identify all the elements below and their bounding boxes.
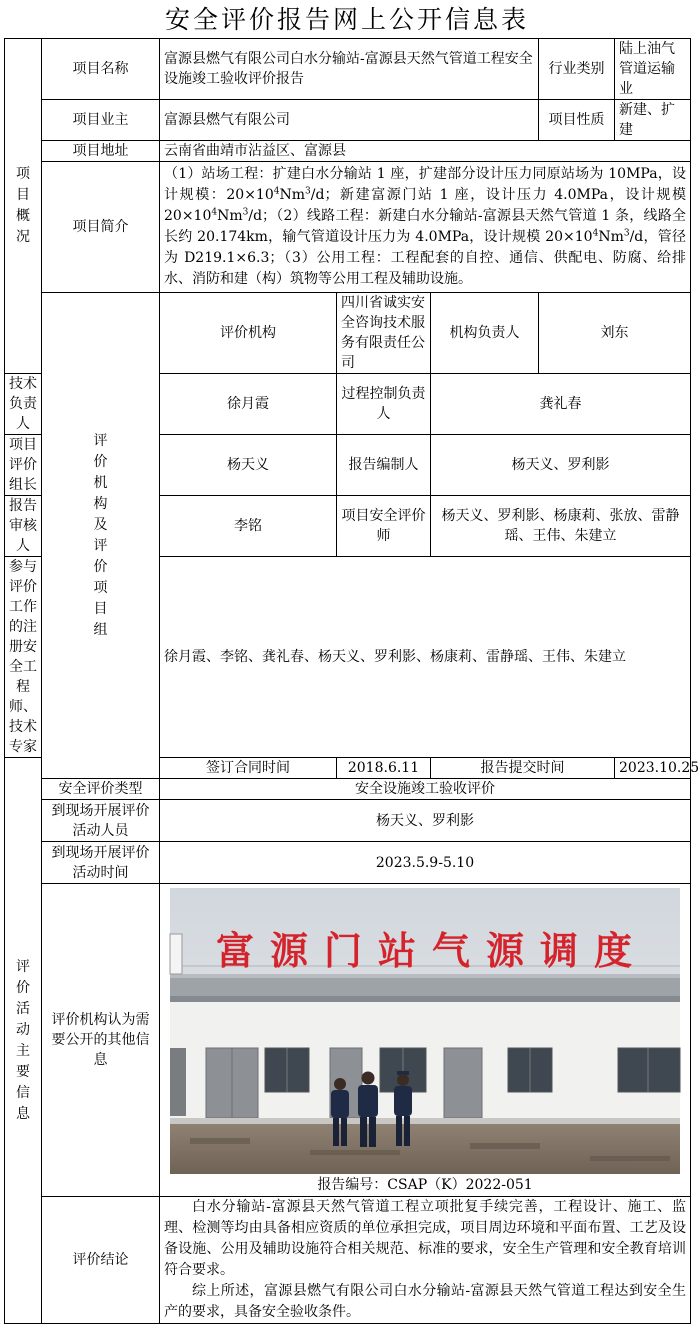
- section-activity: 评价活动主要信息: [5, 758, 42, 1324]
- other-label: 评价机构认为需要公开的其他信息: [42, 884, 160, 1197]
- time-label: 到现场开展评价活动时间: [42, 842, 160, 884]
- submit-value: 2023.10.25: [615, 758, 691, 779]
- submit-label: 报告提交时间: [431, 758, 615, 779]
- nature-value: 新建、扩建: [615, 100, 691, 141]
- address-value: 云南省曲靖市沾益区、富源县: [160, 141, 691, 162]
- conclusion-label: 评价结论: [42, 1197, 160, 1324]
- writer-label: 报告编制人: [337, 435, 431, 496]
- tech-value: 徐月霞: [160, 374, 337, 435]
- address-label: 项目地址: [42, 141, 160, 162]
- report-number: 报告编号：CSAP（K）2022-051: [317, 1177, 533, 1193]
- contract-value: 2018.6.11: [337, 758, 431, 779]
- project-name-label: 项目名称: [42, 39, 160, 100]
- tech-label: 技术负责人: [5, 374, 42, 435]
- nature-label: 项目性质: [539, 100, 615, 141]
- project-name-value: 富源县燃气有限公司白水分输站-富源县天然气管道工程安全设施竣工验收评价报告: [160, 39, 539, 100]
- industry-value: 陆上油气管道运输业: [615, 39, 691, 100]
- writer-value: 杨天义、罗利影: [431, 435, 691, 496]
- process-value: 龚礼春: [431, 374, 691, 435]
- owner-value: 富源县燃气有限公司: [160, 100, 539, 141]
- station-sign: 富源门站气源调度: [215, 929, 649, 973]
- contract-label: 签订合同时间: [160, 758, 337, 779]
- org-label: 评价机构: [160, 293, 337, 374]
- other-value: [160, 884, 691, 1197]
- section-overview: 项目概况: [5, 39, 42, 374]
- owner-label: 项目业主: [42, 100, 160, 141]
- reviewer-value: 李铭: [160, 496, 337, 557]
- industry-label: 行业类别: [539, 39, 615, 100]
- page-title: 安全评价报告网上公开信息表: [164, 5, 529, 34]
- conclusion-value: [160, 1197, 691, 1324]
- experts-label: 参与评价工作的注册安全工程师、技术专家: [5, 557, 42, 758]
- leader-label: 项目评价组长: [5, 435, 42, 496]
- assessor-value: 杨天义、罗利影、杨康莉、张放、雷静瑶、王伟、朱建立: [431, 496, 691, 557]
- section-agency: 评价机构及评价项目组: [42, 293, 160, 779]
- head-label: 机构负责人: [431, 293, 539, 374]
- intro-value: （1）站场工程：扩建白水分输站 1 座，扩建部分设计压力同原站场为 10MPa，设计规模：$20\times 10^4Nm^3/d$；新建富源门站 1 座，设计压力 4.0MPa，设计规模 $20\times 10^4Nm^3/d$；（2）线路工程：新建白水分输站-富源县天然气管道 1 条，线路全长约 20.174km，输气管道设计压力为 4.0MPa，设计规模 $20\times 10^4Nm^3/d$，管径为 D219.1×6.3；（3）公用工程：工程配套的自控、通信、供配电、防腐、给排水、消防和建（构）筑物等公用工程及辅助设施。: [160, 162, 691, 293]
- head-value: 刘东: [539, 293, 691, 374]
- experts-value: 徐月霞、李铭、龚礼春、杨天义、罗利影、杨康莉、雷静瑶、王伟、朱建立: [160, 557, 691, 758]
- conclusion-paragraph-1: 白水分输站-富源县天然气管道工程立项批复手续完善，工程设计、施工、监理、检测等均由具备相应资质的单位承担完成，项目周边环境和平面布置、工艺及设备设施、公用及辅助设施符合相关规范、标准的要求，安全生产管理和安全教育培训符合要求。: [164, 1199, 686, 1278]
- leader-value: 杨天义: [160, 435, 337, 496]
- intro-label: 项目简介: [42, 162, 160, 293]
- org-value: 四川省诚实安全咨询技术服务有限责任公司: [337, 293, 431, 374]
- type-value: 安全设施竣工验收评价: [160, 779, 691, 800]
- site-photo: [170, 888, 680, 1174]
- conclusion-paragraph-2: 综上所述，富源县燃气有限公司白水分输站-富源县天然气管道工程达到安全生产的要求，具备安全验收条件。: [164, 1283, 686, 1320]
- staff-label: 到现场开展评价活动人员: [42, 800, 160, 842]
- staff-value: 杨天义、罗利影: [160, 800, 691, 842]
- type-label: 安全评价类型: [42, 779, 160, 800]
- assessor-label: 项目安全评价师: [337, 496, 431, 557]
- info-table: [4, 38, 699, 1324]
- process-label: 过程控制负责人: [337, 374, 431, 435]
- reviewer-label: 报告审核人: [5, 496, 42, 557]
- time-value: 2023.5.9-5.10: [160, 842, 691, 884]
